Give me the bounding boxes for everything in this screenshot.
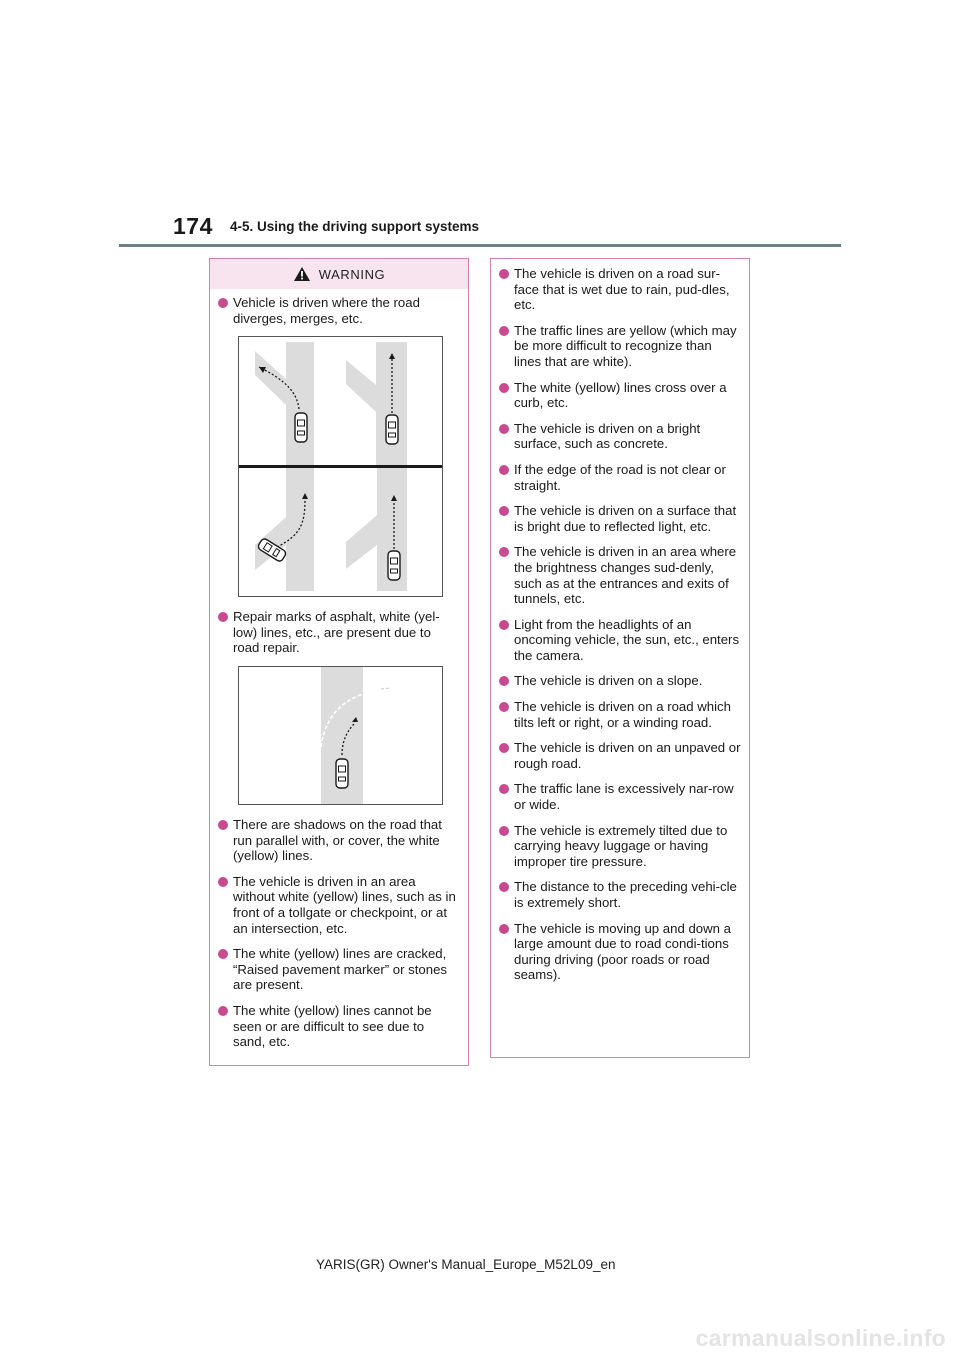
bullet-icon	[499, 826, 509, 836]
list-item: The traffic lane is excessively nar-row or wide.	[499, 781, 741, 812]
warning-title: WARNING	[318, 266, 386, 282]
bullet-icon	[499, 506, 509, 516]
bullet-icon	[499, 924, 509, 934]
list-item: The vehicle is driven on a bright surface, such as concrete.	[499, 421, 741, 452]
warning-triangle-icon	[293, 266, 311, 282]
warning-box-left	[209, 258, 469, 1066]
list-item: The vehicle is driven on a road which tilts left or right, or a winding road.	[499, 699, 741, 730]
list-item: The white (yellow) lines cross over a curb, etc.	[499, 380, 741, 411]
section-title: 4-5. Using the driving support systems	[230, 219, 480, 234]
bullet-icon	[499, 743, 509, 753]
list-item: The vehicle is driven on a slope.	[499, 673, 741, 689]
list-item: The vehicle is moving up and down a large amount due to road condi-tions during driving (poor roads or road seams).	[499, 921, 741, 983]
list-item: The vehicle is driven on an unpaved or rough road.	[499, 740, 741, 771]
bullet-icon	[499, 547, 509, 557]
bullet-icon	[218, 949, 228, 959]
bullet-icon	[499, 326, 509, 336]
list-item: The vehicle is driven on a surface that is bright due to reflected light, etc.	[499, 503, 741, 534]
list-item: The white (yellow) lines are cracked, “Raised pavement marker” or stones are present.	[218, 946, 460, 993]
watermark: carmanualsonline.info	[695, 1325, 946, 1351]
warning-box-right	[490, 258, 750, 1058]
list-item: Light from the headlights of an oncoming vehicle, the sun, etc., enters the camera.	[499, 617, 741, 664]
footer-text: YARIS(GR) Owner's Manual_Europe_M52L09_en	[316, 1257, 616, 1272]
bullet-icon	[499, 465, 509, 475]
bullet-icon	[218, 877, 228, 887]
warning-header	[210, 259, 468, 289]
list-item: The distance to the preceding vehi-cle is extremely short.	[499, 879, 741, 910]
header-rule	[119, 244, 841, 247]
bullet-icon	[499, 702, 509, 712]
figure-road-diverge	[238, 336, 443, 597]
bullet-icon	[218, 820, 228, 830]
bullet-icon	[499, 269, 509, 279]
road-repair-illustration	[239, 667, 442, 804]
bullet-icon	[499, 620, 509, 630]
bullet-icon	[499, 383, 509, 393]
list-item: The vehicle is driven in an area without white (yellow) lines, such as in front of a tollgate or checkpoint, or at an intersection, etc.	[218, 874, 460, 936]
list-item: Vehicle is driven where the road diverges, merges, etc.	[218, 295, 460, 326]
list-item: The vehicle is extremely tilted due to carrying heavy luggage or having improper tire pressure.	[499, 823, 741, 870]
page-number: 174	[173, 213, 213, 239]
bullet-icon	[499, 882, 509, 892]
bullet-icon	[218, 612, 228, 622]
list-item: The vehicle is driven in an area where the brightness changes sud-denly, such as at the entrances and exits of tunnels, etc.	[499, 544, 741, 606]
list-item: If the edge of the road is not clear or straight.	[499, 462, 741, 493]
list-item: Repair marks of asphalt, white (yel-low) lines, etc., are present due to road repair.	[218, 609, 460, 656]
bullet-icon	[499, 676, 509, 686]
list-item: The white (yellow) lines cannot be seen or are difficult to see due to sand, etc.	[218, 1003, 460, 1050]
bullet-icon	[218, 1006, 228, 1016]
list-item: The traffic lines are yellow (which may be more difficult to recognize than lines that are white).	[499, 323, 741, 370]
figure-road-repair	[238, 666, 443, 805]
bullet-icon	[499, 424, 509, 434]
road-diverge-illustration	[239, 337, 442, 596]
bullet-icon	[218, 298, 228, 308]
list-item: The vehicle is driven on a road sur-face that is wet due to rain, pud-dles, etc.	[499, 266, 741, 313]
list-item: There are shadows on the road that run parallel with, or cover, the white (yellow) lines.	[218, 817, 460, 864]
bullet-icon	[499, 784, 509, 794]
